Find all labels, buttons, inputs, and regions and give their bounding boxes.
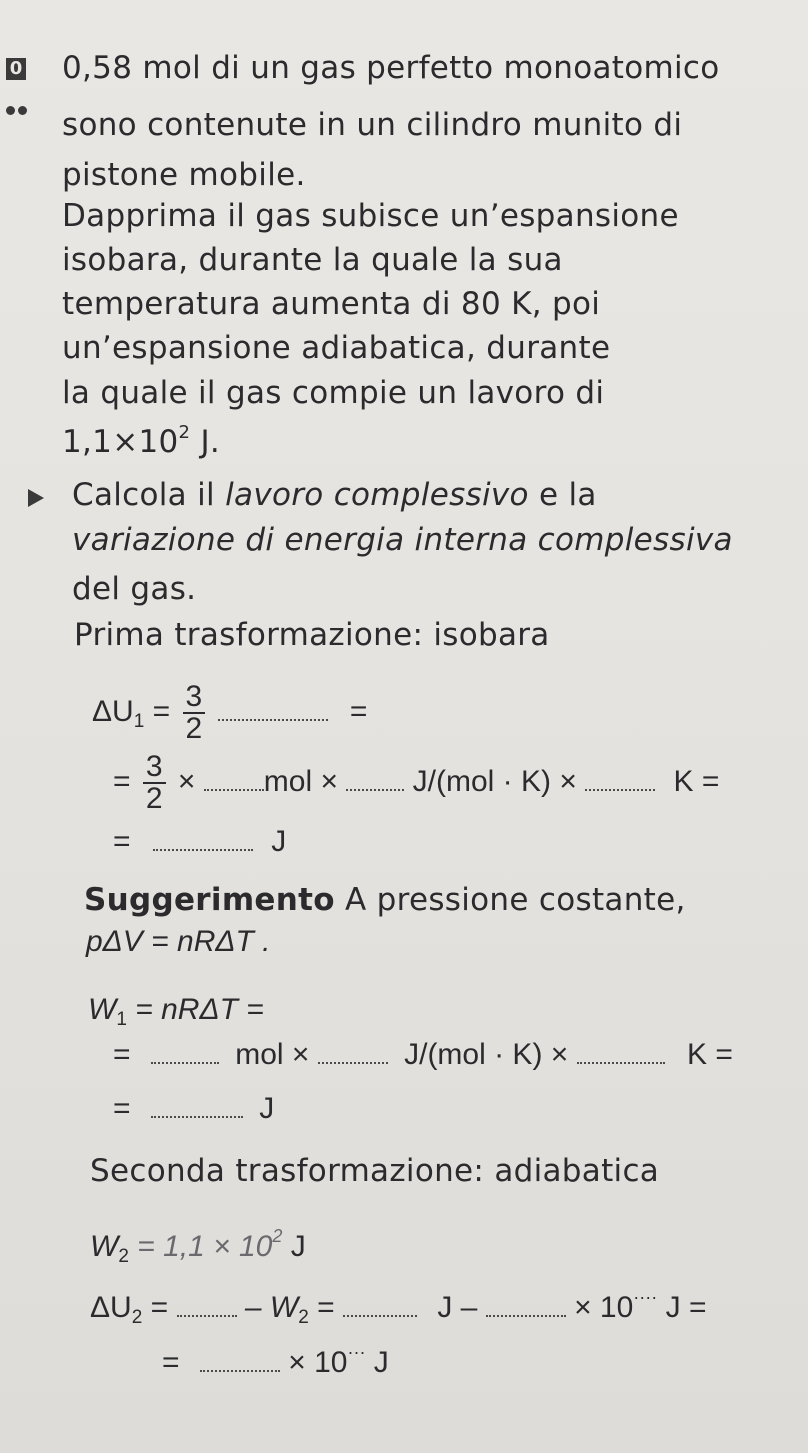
question-line-2: variazione di energia interna complessiva — [72, 522, 733, 558]
blank-field[interactable] — [218, 695, 328, 721]
w1-eq-line-3: = J — [113, 1092, 275, 1125]
question-line-3: del gas. — [72, 571, 197, 607]
second-heading: Seconda trasformazione: adiabatica — [90, 1153, 660, 1189]
problem-line-3: pistone mobile. — [62, 157, 306, 193]
blank-w1-moles[interactable] — [151, 1038, 219, 1064]
work-value: 1,1×10 — [62, 424, 179, 460]
hint-text: A pressione costante, — [334, 882, 686, 918]
fraction-3-2: $\frac{3}{2}$ — [183, 682, 206, 744]
difficulty-dots-icon — [6, 100, 36, 112]
blank-du2-result[interactable] — [200, 1346, 280, 1372]
hint-formula: pΔV = nRΔT . — [86, 925, 271, 958]
w1-eq-line-2: = mol × J/(mol · K) × K = — [113, 1038, 733, 1071]
problem-line-2: sono contenute in un cilindro munito di — [62, 107, 683, 143]
w2-line: $W_2 = 1,1 \times 10^2$ J — [90, 1226, 306, 1267]
exercise-number-badge: 0 — [6, 58, 26, 80]
du1-eq-line-3: = J — [113, 825, 287, 858]
blank-du2-w2[interactable] — [343, 1291, 417, 1317]
blank-du1-result[interactable] — [153, 825, 253, 851]
hint-label: Suggerimento — [84, 882, 335, 918]
hint-line — [84, 882, 686, 918]
problem-line-5: isobara, durante la quale la sua — [62, 242, 563, 278]
blank-w1-result[interactable] — [151, 1092, 243, 1118]
problem-line-7: un’espansione adiabatica, durante — [62, 330, 611, 366]
question-arrow-icon — [28, 489, 44, 507]
blank-w1-delta-t[interactable] — [577, 1038, 665, 1064]
du2-eq-line-1: $\Delta U_2$ = – $W_2 = J$ – × 10···· J = — [90, 1287, 707, 1328]
problem-line-8: la quale il gas compie un lavoro di — [62, 375, 605, 411]
work-unit: J. — [190, 424, 221, 460]
w2-value: = $1,1 \times 10^2$ — [137, 1226, 283, 1263]
work-exponent: 2 — [178, 422, 191, 443]
blank-w1-r[interactable] — [318, 1038, 388, 1064]
question-pre: Calcola il — [72, 477, 226, 513]
blank-du2-mantissa[interactable] — [486, 1291, 566, 1317]
du1-label: $\Delta U_1$ — [92, 694, 145, 732]
blank-r-constant[interactable] — [346, 765, 404, 791]
problem-line-1: 0,58 mol di un gas perfetto monoatomico — [62, 50, 720, 86]
blank-moles[interactable] — [204, 765, 264, 791]
question-line-1 — [72, 477, 597, 513]
work-value-line — [62, 422, 220, 460]
blank-delta-t[interactable] — [585, 765, 655, 791]
w1-eq-line-1: $W_1 = nR\Delta T$ = — [88, 993, 264, 1030]
question-mid: e la — [528, 477, 597, 513]
first-heading: Prima trasformazione: isobara — [74, 617, 550, 653]
blank-du2-q[interactable] — [177, 1291, 237, 1317]
du2-eq-line-2: = × 10··· J — [162, 1342, 389, 1379]
problem-line-6: temperatura aumenta di 80 K, poi — [62, 286, 601, 322]
du1-eq-line-1: $\Delta U_1$ = $\frac{3}{2}$ = — [92, 680, 368, 745]
fraction-3-2-b: $\frac{3}{2}$ — [143, 752, 166, 814]
problem-line-4: Dapprima il gas subisce un’espansione — [62, 198, 679, 234]
du1-eq-line-2: = $\frac{3}{2}$ × mol × J/(mol · K) × K = — [113, 750, 720, 815]
question-italic-1: lavoro complessivo — [225, 477, 529, 513]
